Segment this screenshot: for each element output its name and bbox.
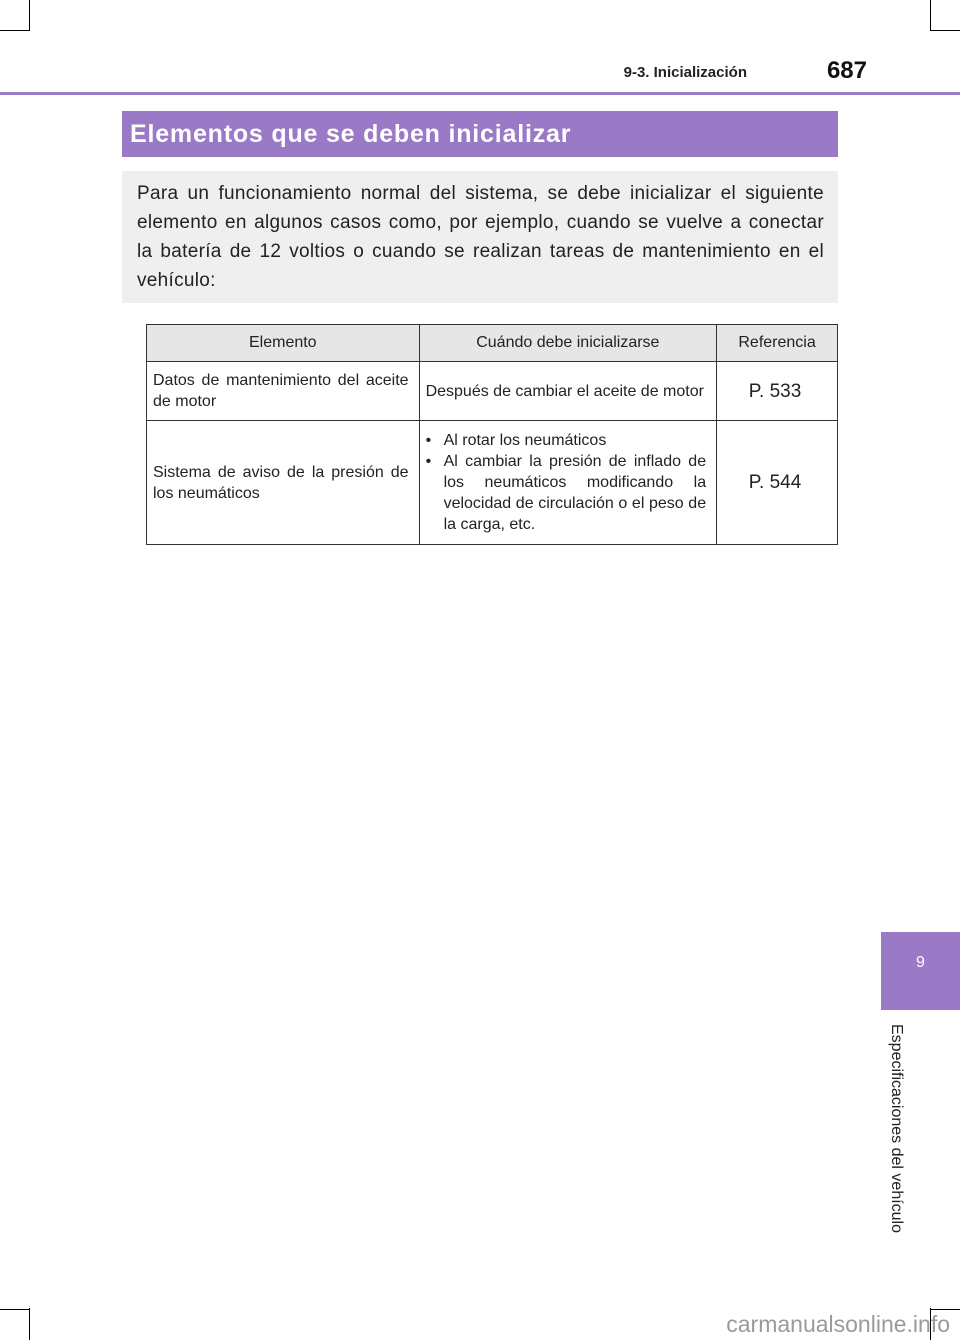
cell-when: Después de cambiar el aceite de motor [419, 362, 717, 421]
cell-when [419, 421, 717, 545]
crop-mark-bottom-left-v [29, 1308, 30, 1340]
cell-reference: P. 533 [717, 362, 838, 421]
cell-reference: P. 544 [717, 421, 838, 545]
section-title: Elementos que se deben inicializar [122, 111, 838, 157]
bullet-text: Al cambiar la presión de inflado de los neumáticos modificando la velocidad de circulación o el peso de la carga, etc. [443, 453, 707, 533]
bullet-text: Al rotar los neumáticos [443, 432, 607, 449]
crop-mark-top-right-v [930, 0, 931, 31]
page-number: 687 [826, 57, 867, 84]
bullet-icon: • [425, 432, 432, 449]
watermark: carmanualsonline.info [726, 1311, 950, 1337]
chapter-number: 9 [916, 954, 925, 971]
table-row [147, 421, 838, 545]
header-section-title: 9-3. Inicialización [623, 64, 747, 81]
crop-mark-top-left-h [0, 30, 30, 31]
header-divider [0, 92, 960, 95]
cell-item: Sistema de aviso de la presión de los neumáticos [147, 421, 420, 545]
bullet-list [426, 430, 707, 535]
crop-mark-bottom-left-h [0, 1309, 30, 1310]
column-header-when: Cuándo debe inicializarse [419, 325, 717, 362]
bullet-item [426, 430, 707, 451]
bullet-icon: • [425, 453, 432, 470]
column-header-item: Elemento [147, 325, 420, 362]
cell-item: Datos de mantenimiento del aceite de motor [147, 362, 420, 421]
table-row [147, 362, 838, 421]
table-header-row [147, 325, 838, 362]
crop-mark-bottom-right-h [930, 1309, 960, 1310]
bullet-item [426, 451, 707, 535]
column-header-reference: Referencia [717, 325, 838, 362]
initialization-table [146, 324, 838, 545]
crop-mark-top-left-v [29, 0, 30, 31]
crop-mark-top-right-h [930, 30, 960, 31]
chapter-tab [881, 932, 960, 1010]
chapter-label: Especificaciones del vehículo [888, 1024, 905, 1234]
intro-paragraph: Para un funcionamiento normal del sistema, se debe inicializar el siguiente elemento en algunos casos como, por ejemplo, cuando se vuelve a conectar la batería de 12 voltios o cuando se realizan tareas de mantenimiento en el vehículo: [122, 171, 838, 303]
